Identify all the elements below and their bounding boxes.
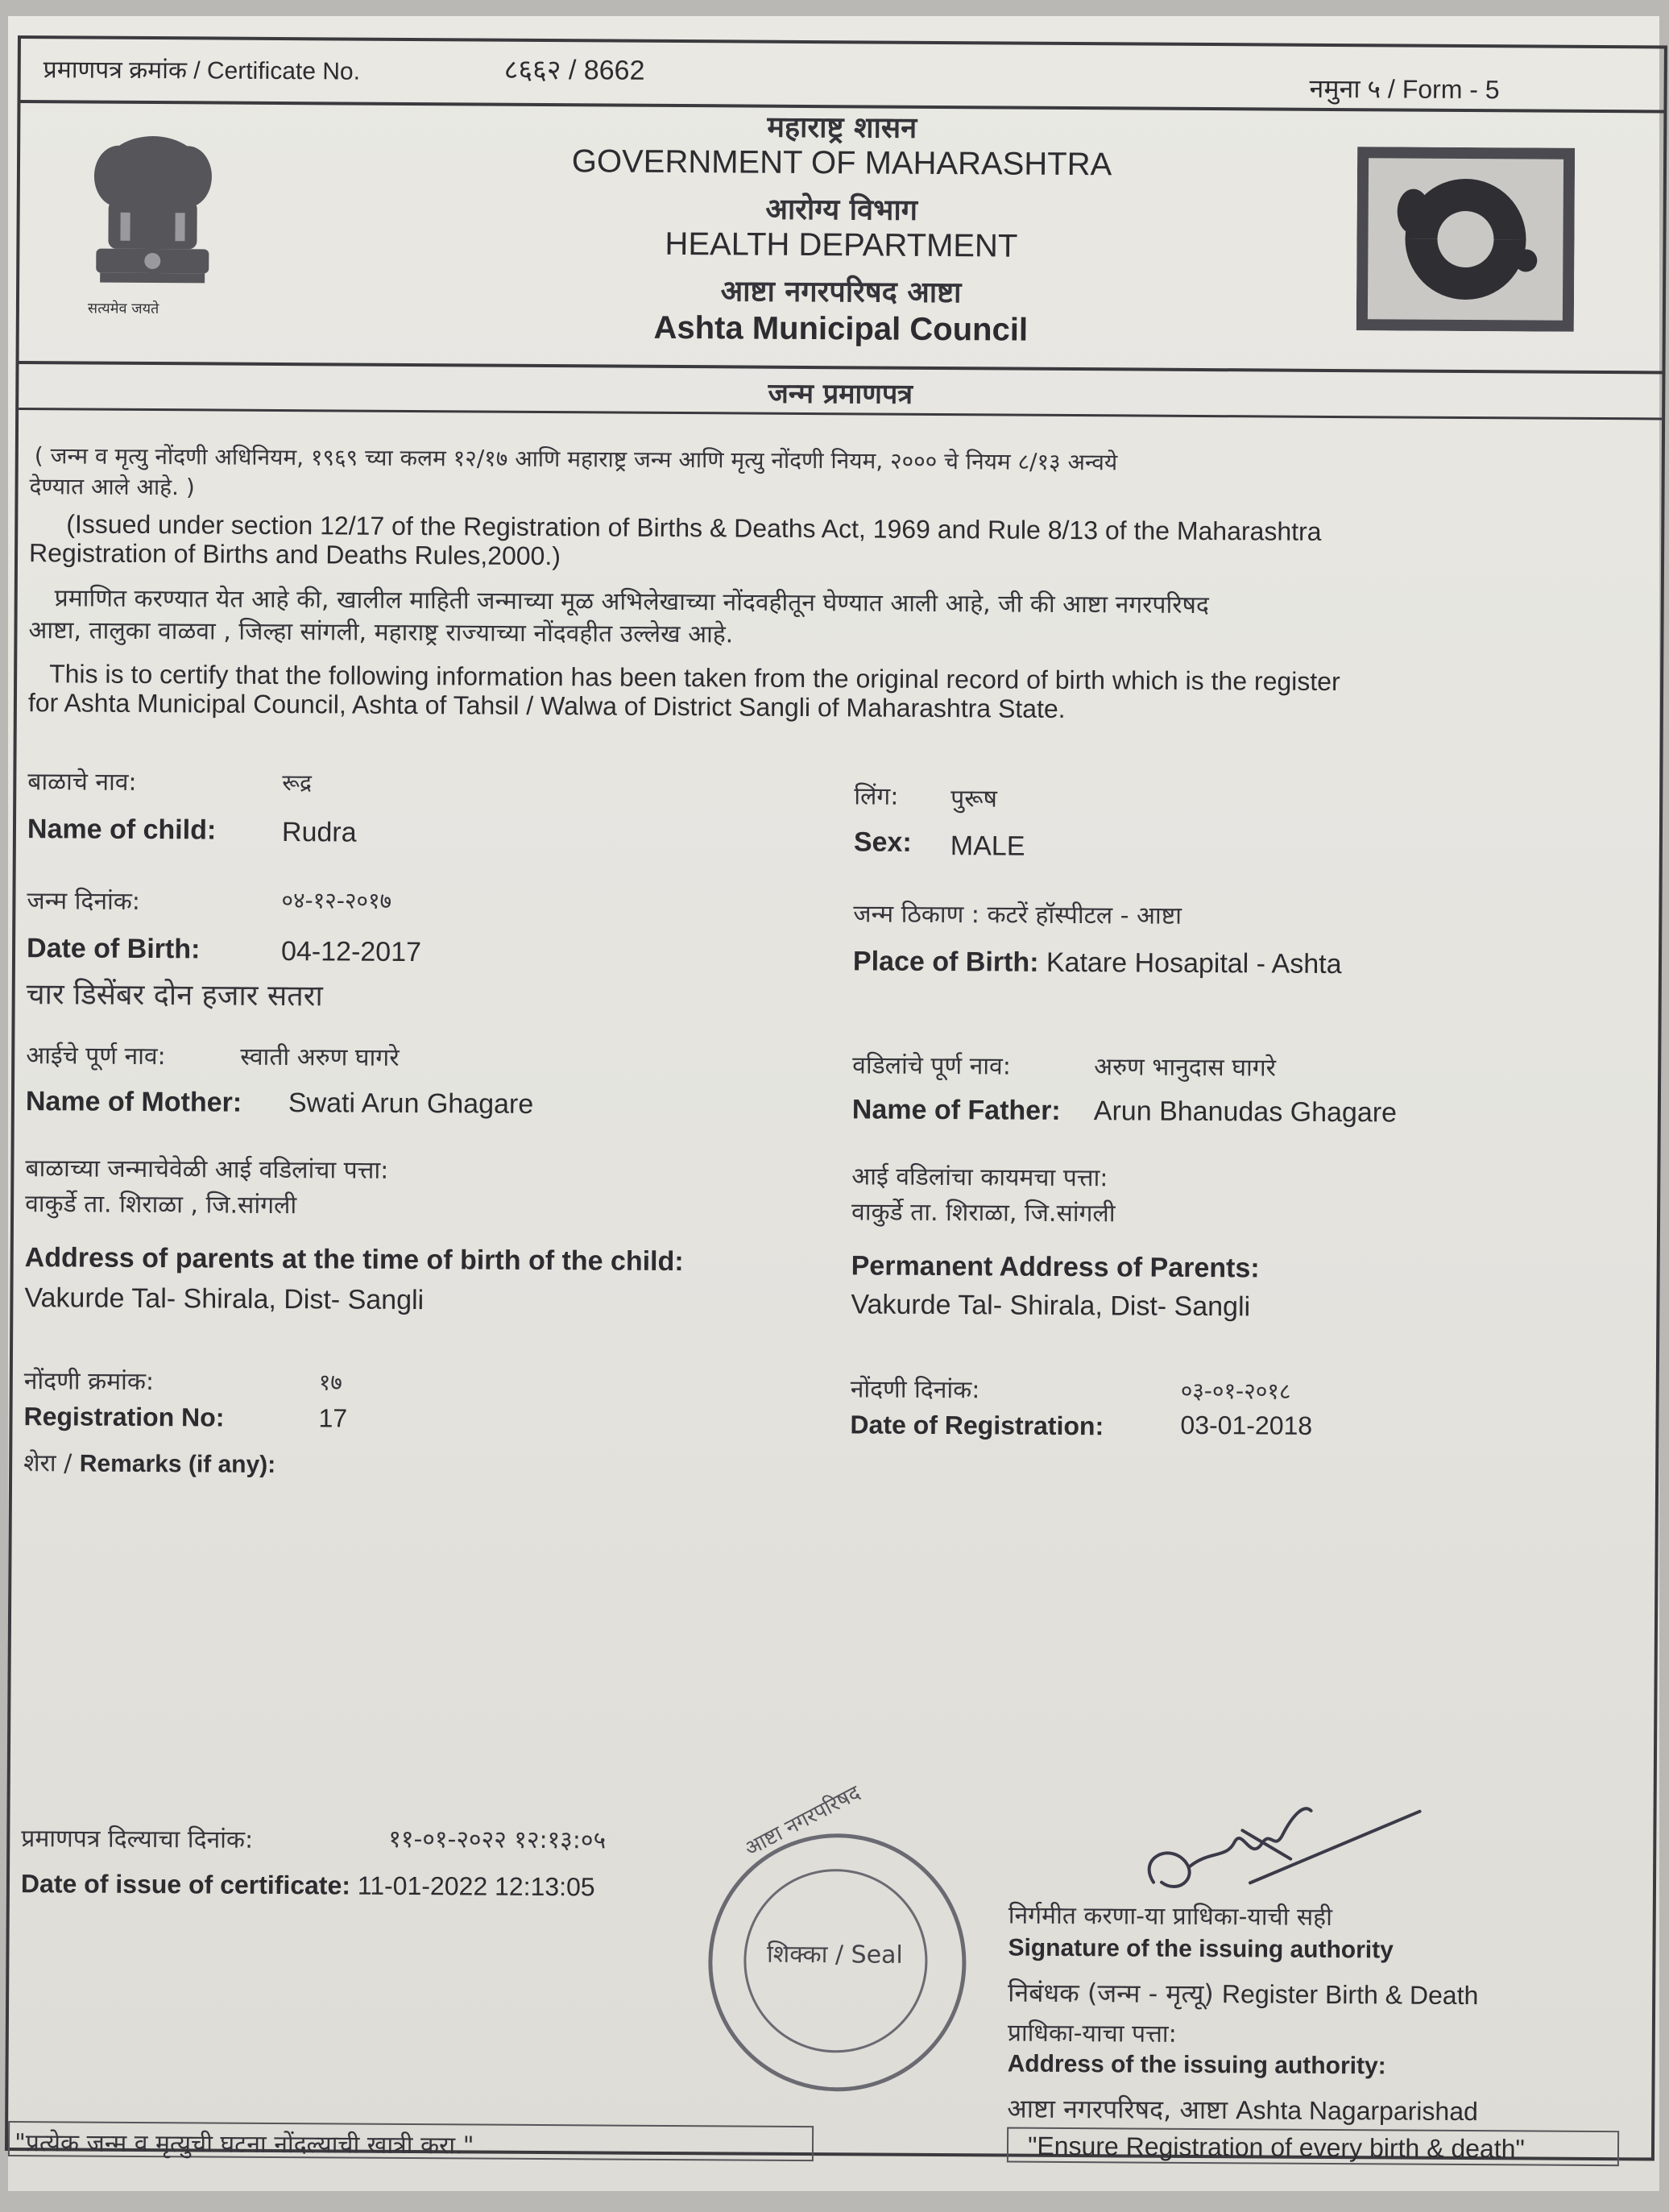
remarks-label-english: Remarks (if any): [79,1450,276,1478]
certificate-number-value: ८६६२ / 8662 [503,54,645,86]
registration-no-label: Registration No: [23,1402,225,1432]
registrar-designation [1008,1975,1478,2013]
permanent-address-label-marathi: आई वडिलांचा कायमचा पत्ता: [851,1162,1108,1193]
dob-in-words-marathi: चार डिसेंबर दोन हजार सतरा [26,978,323,1013]
permanent-address-label: Permanent Address of Parents: [851,1250,1260,1284]
mother-name-label-marathi: आईचे पूर्ण नाव: [26,1042,166,1071]
father-name-label: Name of Father: [851,1094,1061,1126]
sex-label: Sex: [853,826,912,858]
issue-date-value: 11-01-2022 12:13:05 [357,1870,595,1902]
permanent-address-value: Vakurde Tal- Shirala, Dist- Sangli [851,1289,1251,1323]
child-name-label-marathi: बाळाचे नाव: [27,768,137,797]
footer-slogan-english: "Ensure Registration of every birth & death" [1027,2131,1525,2164]
council-marathi: आष्टा नगरपरिषद आष्टा [720,275,962,310]
permanent-address-value-marathi: वाकुर्डे ता. शिराळा, जि.सांगली [851,1198,1116,1228]
registration-date-value-marathi: ०३-०१-२०१८ [1180,1377,1291,1405]
mother-name-value: Swati Arun Ghagare [288,1087,534,1120]
certificate-frame [5,35,1667,2164]
signature-label-marathi: निर्गमीत करणा-या प्राधिका-याची सही [1008,1901,1333,1932]
authority-address-value [1007,2091,1478,2129]
child-name-label: Name of child: [27,814,217,846]
remarks-label [23,1445,275,1480]
place-of-birth-value: Katare Hosapital - Ashta [1046,947,1342,980]
sex-value: MALE [950,831,1025,862]
emblem-motto: सत्यमेव जयते [87,300,159,318]
form-number: नमुना ५ / Form - 5 [1309,73,1500,105]
registration-date-label: Date of Registration: [850,1410,1104,1441]
state-govt-marathi: महाराष्ट्र शासन [767,110,917,145]
certify-english-line-1: This is to certify that the following information has been taken from the original record of birth which is the register [49,659,1340,697]
authority-address-english: Ashta Nagarparishad [1236,2095,1478,2127]
certificate-number-label: प्रमाणपत्र क्रमांक / Certificate No. [43,56,361,85]
footer-slogan-marathi: "प्रत्येक जन्म व मृत्युची घटना नोंदल्याची खात्री करा." [14,2129,474,2160]
child-name-value-marathi: रूद्र [282,769,313,797]
certify-marathi-line-1: प्रमाणित करण्यात येत आहे की, खालील माहिती जन्माच्या मूळ अभिलेखाच्या नोंदवहीतून घेण्यात आली आहे, जी की आष्टा नगरपरिषद [54,584,1209,620]
national-emblem-icon [76,127,230,321]
father-name-value-marathi: अरुण भानुदास घागरे [1094,1053,1277,1083]
seal-ring-text: आष्टा नगरपरिषद [740,1780,865,1862]
certify-marathi-line-2: आष्टा, तालुका वाळवा , जिल्हा सांगली, महाराष्ट्र राज्याच्या नोंदवहीत उल्लेख आहे. [28,616,734,649]
registration-no-value-marathi: १७ [318,1369,343,1396]
registration-date-value: 03-01-2018 [1180,1410,1313,1440]
act-reference-english-line-2: Registration of Births and Deaths Rules,2000.) [28,538,561,571]
issue-date [21,1869,595,1902]
council-english: Ashta Municipal Council [653,309,1029,348]
dob-label-marathi: जन्म दिनांक: [27,887,141,916]
sex-label-marathi: लिंग: [854,782,899,811]
birth-address-label-marathi: बाळाच्या जन्माचेवेळी आई वडिलांचा पत्ता: [25,1154,389,1185]
certify-english-line-2: for Ashta Municipal Council, Ashta of Tahsil / Walwa of District Sangli of Maharashtra State. [27,688,1066,723]
act-reference-marathi-line-2: देण्यात आले आहे. ) [29,473,195,501]
mother-name-label: Name of Mother: [25,1086,242,1118]
authority-signature [1121,1785,1428,1916]
birth-address-value-marathi: वाकुर्डे ता. शिराळा , जि.सांगली [25,1190,297,1220]
health-department-logo-icon [1356,147,1575,332]
father-name-label-marathi: वडिलांचे पूर्ण नाव: [852,1051,1011,1081]
dob-label: Date of Birth: [26,933,201,965]
place-of-birth [853,946,1342,980]
header-bottom-divider [19,361,1663,374]
act-reference-marathi-line-1: ( जन्म व मृत्यु नोंदणी अधिनियम, १९६९ च्या कलम १२/१७ आणि महाराष्ट्र जन्म आणि मृत्यु नोंदणी नियम, २००० चे नियम ८/१३ अन्वये [34,442,1118,476]
issue-date-value-marathi: ११-०१-२०२२ १२:१३:०५ [388,1825,607,1855]
authority-address-marathi: आष्टा नगरपरिषद, आष्टा [1007,2093,1236,2126]
registrar-designation-marathi: निबंधक (जन्म - मृत्यू) [1008,1977,1223,2010]
dob-value-marathi: ०४-१२-२०१७ [281,887,392,914]
seal-label: शिक्का / Seal [766,1940,903,1970]
place-of-birth-marathi: जन्म ठिकाण : कटरें हॉस्पीटल - आष्टा [853,900,1182,930]
birth-address-label: Address of parents at the time of birth of the child: [24,1242,684,1278]
place-of-birth-label: Place of Birth: [852,946,1039,978]
issue-date-label: Date of issue of certificate: [20,1869,351,1900]
sex-value-marathi: पुरूष [950,785,998,814]
authority-address-label: Address of the issuing authority: [1007,2050,1386,2080]
authority-address-label-marathi: प्राधिका-याचा पत्ता: [1007,2019,1177,2048]
remarks-label-marathi: शेरा / [23,1449,80,1478]
dob-value: 04-12-2017 [280,936,422,968]
department-english: HEALTH DEPARTMENT [665,226,1018,264]
signature-label: Signature of the issuing authority [1008,1934,1394,1964]
department-marathi: आरोग्य विभाग [765,193,918,227]
child-name-value: Rudra [281,817,357,848]
act-reference-english-line-1: (Issued under section 12/17 of the Registration of Births & Deaths Act, 1969 and Rule 8/13 of the Maharashtra [66,509,1322,546]
state-govt-english: GOVERNMENT OF MAHARASHTRA [571,143,1112,183]
registration-no-value: 17 [318,1403,348,1433]
birth-address-value: Vakurde Tal- Shirala, Dist- Sangli [24,1282,424,1316]
registration-date-label-marathi: नोंदणी दिनांक: [850,1375,980,1405]
father-name-value: Arun Bhanudas Ghagare [1093,1096,1398,1129]
certificate-title: जन्म प्रमाणपत्र [768,377,913,411]
mother-name-value-marathi: स्वाती अरुण घागरे [240,1042,400,1072]
issue-date-label-marathi: प्रमाणपत्र दिल्याचा दिनांक: [21,1825,254,1854]
registration-no-label-marathi: नोंदणी क्रमांक: [23,1367,155,1397]
registrar-designation-english: Register Birth & Death [1221,1979,1479,2011]
